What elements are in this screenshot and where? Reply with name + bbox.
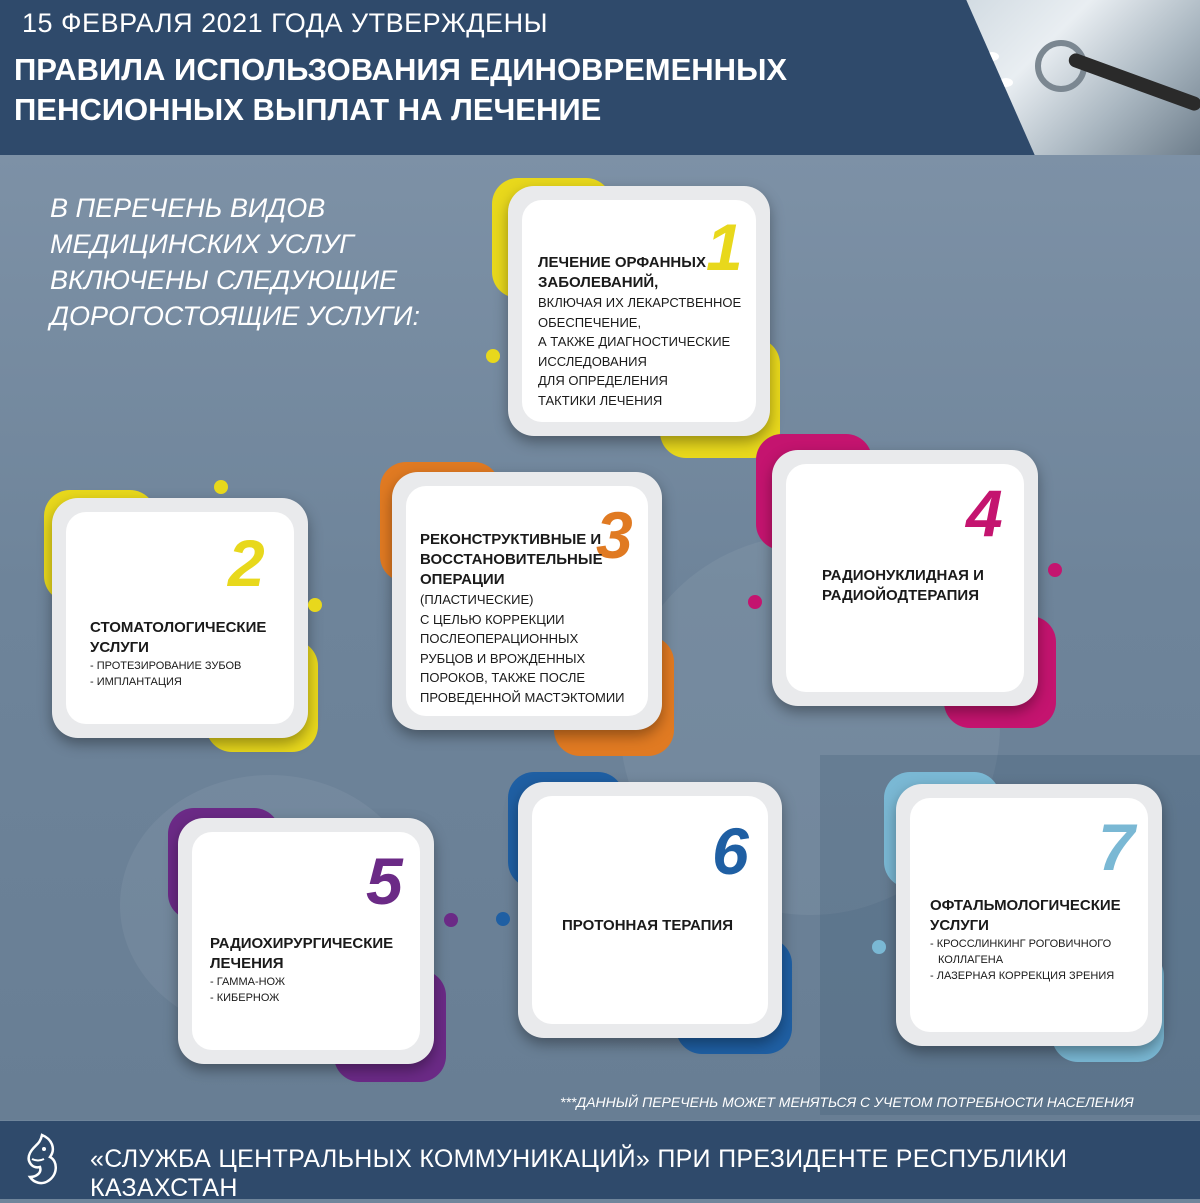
card-1-title-line2: ЗАБОЛЕВАНИЙ, bbox=[538, 274, 659, 291]
decor-dot bbox=[748, 595, 762, 609]
card-5-title-line2: ЛЕЧЕНИЯ bbox=[210, 955, 284, 972]
intro-line4: ДОРОГОСТОЯЩИЕ УСЛУГИ: bbox=[50, 301, 420, 331]
card-7-line1: - КРОССЛИНКИНГ РОГОВИЧНОГО bbox=[930, 938, 1112, 950]
card-1-title-line1: ЛЕЧЕНИЕ ОРФАННЫХ bbox=[538, 254, 706, 271]
card-number-3: 3 bbox=[596, 498, 633, 572]
card-1-line4: ИССЛЕДОВАНИЯ bbox=[538, 353, 647, 369]
card-1-line6: ТАКТИКИ ЛЕЧЕНИЯ bbox=[538, 392, 663, 408]
intro-line3: ВКЛЮЧЕНЫ СЛЕДУЮЩИЕ bbox=[50, 265, 398, 295]
card-7-title-line1: ОФТАЛЬМОЛОГИЧЕСКИЕ bbox=[930, 897, 1121, 914]
card-2-title-line1: СТОМАТОЛОГИЧЕСКИЕ bbox=[90, 619, 267, 636]
intro-line1: В ПЕРЕЧЕНЬ ВИДОВ bbox=[50, 193, 326, 223]
card-3-line5: ПОРОКОВ, ТАКЖЕ ПОСЛЕ bbox=[420, 670, 586, 685]
intro-text bbox=[50, 190, 470, 334]
card-5-line2: - КИБЕРНОЖ bbox=[210, 992, 280, 1004]
card-3-line1: (ПЛАСТИЧЕСКИЕ) bbox=[420, 592, 534, 607]
card-number-5: 5 bbox=[366, 844, 403, 918]
card-1-line2: ОБЕСПЕЧЕНИЕ, bbox=[538, 314, 642, 330]
card-3-title-line1: РЕКОНСТРУКТИВНЫЕ И bbox=[420, 531, 602, 548]
decor-dot bbox=[214, 480, 228, 494]
card-6-title-line1: ПРОТОННАЯ ТЕРАПИЯ bbox=[562, 917, 733, 934]
card-1-line3: А ТАКЖЕ ДИАГНОСТИЧЕСКИЕ bbox=[538, 334, 731, 349]
decor-dot bbox=[1048, 563, 1062, 577]
card-4-title-line2: РАДИОЙОДТЕРАПИЯ bbox=[822, 587, 979, 604]
decor-dot bbox=[872, 940, 886, 954]
decor-dot bbox=[486, 349, 500, 363]
card-7-line2: КОЛЛАГЕНА bbox=[938, 954, 1004, 966]
decor-dot bbox=[444, 913, 458, 927]
card-2-title-line2: УСЛУГИ bbox=[90, 639, 149, 656]
card-number-6: 6 bbox=[712, 814, 749, 888]
footer-text: «СЛУЖБА ЦЕНТРАЛЬНЫХ КОММУНИКАЦИЙ» ПРИ ПРЕЗИДЕНТЕ РЕСПУБЛИКИ КАЗАХСТАН bbox=[90, 1145, 1068, 1202]
disclaimer-note: ***ДАННЫЙ ПЕРЕЧЕНЬ МОЖЕТ МЕНЯТЬСЯ С УЧЕТОМ ПОТРЕБНОСТИ НАСЕЛЕНИЯ bbox=[560, 1094, 1134, 1110]
card-number-1: 1 bbox=[706, 210, 743, 284]
intro-line2: МЕДИЦИНСКИХ УСЛУГ bbox=[50, 229, 354, 259]
card-2-line2: - ИМПЛАНТАЦИЯ bbox=[90, 676, 182, 688]
card-5-title-line1: РАДИОХИРУРГИЧЕСКИЕ bbox=[210, 935, 394, 952]
header-subtitle: 15 ФЕВРАЛЯ 2021 ГОДА УТВЕРЖДЕНЫ bbox=[22, 8, 548, 38]
footer bbox=[0, 1121, 1200, 1202]
header-title-line1: ПРАВИЛА ИСПОЛЬЗОВАНИЯ ЕДИНОВРЕМЕННЫХ bbox=[14, 52, 788, 87]
card-5-line1: - ГАММА-НОЖ bbox=[210, 976, 286, 988]
card-7-title-line2: УСЛУГИ bbox=[930, 917, 989, 934]
header bbox=[0, 0, 1200, 155]
card-number-4: 4 bbox=[966, 476, 1003, 550]
card-1-line1: ВКЛЮЧАЯ ИХ ЛЕКАРСТВЕННОЕ bbox=[538, 295, 742, 310]
card-number-2: 2 bbox=[228, 526, 265, 600]
card-3-line4: РУБЦОВ И ВРОЖДЕННЫХ bbox=[420, 650, 586, 666]
card-4-title-line1: РАДИОНУКЛИДНАЯ И bbox=[822, 567, 984, 584]
snow-leopard-logo-icon bbox=[22, 1131, 62, 1189]
medical-photo-icon bbox=[915, 0, 1200, 155]
card-3-title-line3: ОПЕРАЦИИ bbox=[420, 571, 505, 588]
card-3-title-line2: ВОССТАНОВИТЕЛЬНЫЕ bbox=[420, 551, 603, 568]
header-title bbox=[14, 50, 914, 130]
card-3-line3: ПОСЛЕОПЕРАЦИОННЫХ bbox=[420, 631, 579, 646]
card-3-line6: ПРОВЕДЕННОЙ МАСТЭКТОМИИ bbox=[420, 689, 625, 705]
card-1-line5: ДЛЯ ОПРЕДЕЛЕНИЯ bbox=[538, 373, 668, 388]
card-number-7: 7 bbox=[1098, 810, 1135, 884]
decor-dot bbox=[496, 912, 510, 926]
card-3-line2: С ЦЕЛЬЮ КОРРЕКЦИИ bbox=[420, 611, 565, 627]
header-title-line2: ПЕНСИОННЫХ ВЫПЛАТ НА ЛЕЧЕНИЕ bbox=[14, 92, 602, 127]
card-7-line3: - ЛАЗЕРНАЯ КОРРЕКЦИЯ ЗРЕНИЯ bbox=[930, 970, 1115, 982]
card-2-line1: - ПРОТЕЗИРОВАНИЕ ЗУБОВ bbox=[90, 660, 242, 672]
decor-dot bbox=[308, 598, 322, 612]
